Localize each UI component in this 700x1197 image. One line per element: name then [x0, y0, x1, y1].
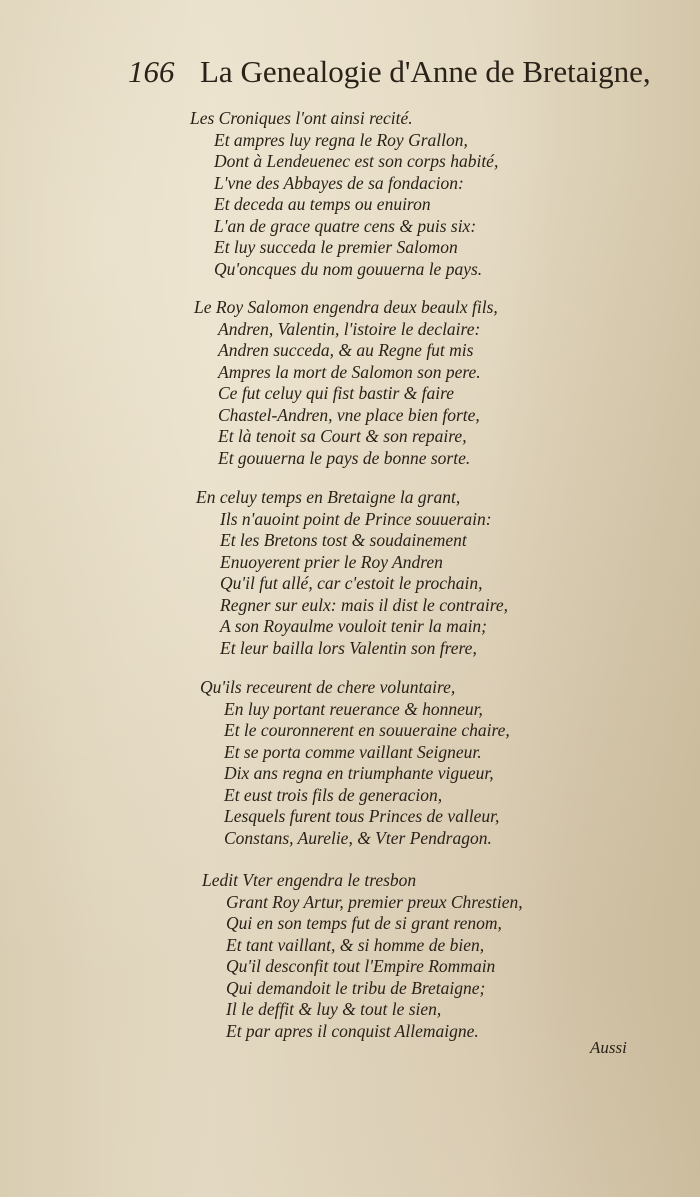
- verse-line: Et le couronnerent en souueraine chaire,: [224, 720, 510, 740]
- verse-line: Et leur bailla lors Valentin son frere,: [220, 637, 477, 658]
- verse-line: Et là tenoit sa Court & son repaire,: [218, 426, 467, 446]
- verse-line: Andren, Valentin, l'istoire le declaire:: [218, 318, 481, 339]
- verse-line: Qu'il desconfit tout l'Empire Rommain: [226, 956, 496, 976]
- verse-line: Grant Roy Artur, premier preux Chrestien,: [226, 891, 523, 912]
- verse-line: Et les Bretons tost & soudainement: [220, 530, 467, 550]
- stanza-2: [194, 297, 498, 469]
- running-title: La Genealogie d'Anne de Bretaigne,: [200, 54, 651, 89]
- verse-line: Dix ans regna en triumphante vigueur,: [224, 763, 494, 783]
- catchword: Aussi: [590, 1038, 627, 1057]
- verse-line: Le Roy Salomon engendra deux beaulx fils,: [194, 297, 498, 317]
- verse-line: Et par apres il conquist Allemaigne.: [226, 1020, 479, 1041]
- stanza-5: [202, 870, 523, 1042]
- verse-line: Il le deffit & luy & tout le sien,: [226, 999, 442, 1019]
- verse-line: Et gouuerna le pays de bonne sorte.: [218, 447, 471, 468]
- verse-line: Enuoyerent prier le Roy Andren: [220, 551, 443, 572]
- verse-line: Les Croniques l'ont ainsi recité.: [190, 108, 413, 128]
- verse-line: Et deceda au temps ou enuiron: [214, 194, 431, 214]
- verse-line: Ce fut celuy qui fist bastir & faire: [218, 383, 455, 403]
- verse-line: Ledit Vter engendra le tresbon: [202, 870, 417, 890]
- stanza-1: [190, 108, 498, 280]
- verse-line: Dont à Lendeuenec est son corps habité,: [214, 151, 499, 171]
- verse-line: Lesquels furent tous Princes de valleur,: [224, 806, 500, 826]
- verse-line: Qu'oncques du nom gouuerna le pays.: [214, 258, 483, 279]
- verse-line: Regner sur eulx: mais il dist le contraire,: [220, 594, 509, 615]
- verse-line: Et ampres luy regna le Roy Grallon,: [214, 129, 468, 150]
- verse-line: Constans, Aurelie, & Vter Pendragon.: [224, 827, 492, 848]
- verse-line: Chastel-Andren, vne place bien forte,: [218, 404, 480, 425]
- verse-line: Qu'ils receurent de chere voluntaire,: [200, 677, 456, 697]
- verse-line: Qu'il fut allé, car c'estoit le prochain,: [220, 573, 483, 593]
- stanza-3: [196, 487, 508, 659]
- verse-line: L'an de grace quatre cens & puis six:: [214, 215, 477, 236]
- verse-line: Ils n'auoint point de Prince souuerain:: [220, 508, 492, 529]
- verse-line: En luy portant reuerance & honneur,: [224, 698, 483, 719]
- stanza-4: [200, 677, 510, 849]
- verse-line: Et tant vaillant, & si homme de bien,: [226, 934, 485, 955]
- verse-line: Et luy succeda le premier Salomon: [214, 237, 458, 257]
- verse-line: Qui demandoit le tribu de Bretaigne;: [226, 977, 486, 998]
- page-header: [128, 52, 651, 92]
- verse-line: Et se porta comme vaillant Seigneur.: [224, 741, 482, 762]
- verse-line: Qui en son temps fut de si grant renom,: [226, 913, 502, 933]
- verse-line: Et eust trois fils de generacion,: [224, 784, 443, 805]
- verse-line: L'vne des Abbayes de sa fondacion:: [214, 172, 464, 193]
- verse-line: En celuy temps en Bretaigne la grant,: [196, 487, 461, 507]
- verse-line: A son Royaulme vouloit tenir la main;: [220, 616, 488, 636]
- verse-line: Ampres la mort de Salomon son pere.: [218, 361, 481, 382]
- page-number: 166: [128, 54, 175, 89]
- verse-line: Andren succeda, & au Regne fut mis: [218, 340, 474, 360]
